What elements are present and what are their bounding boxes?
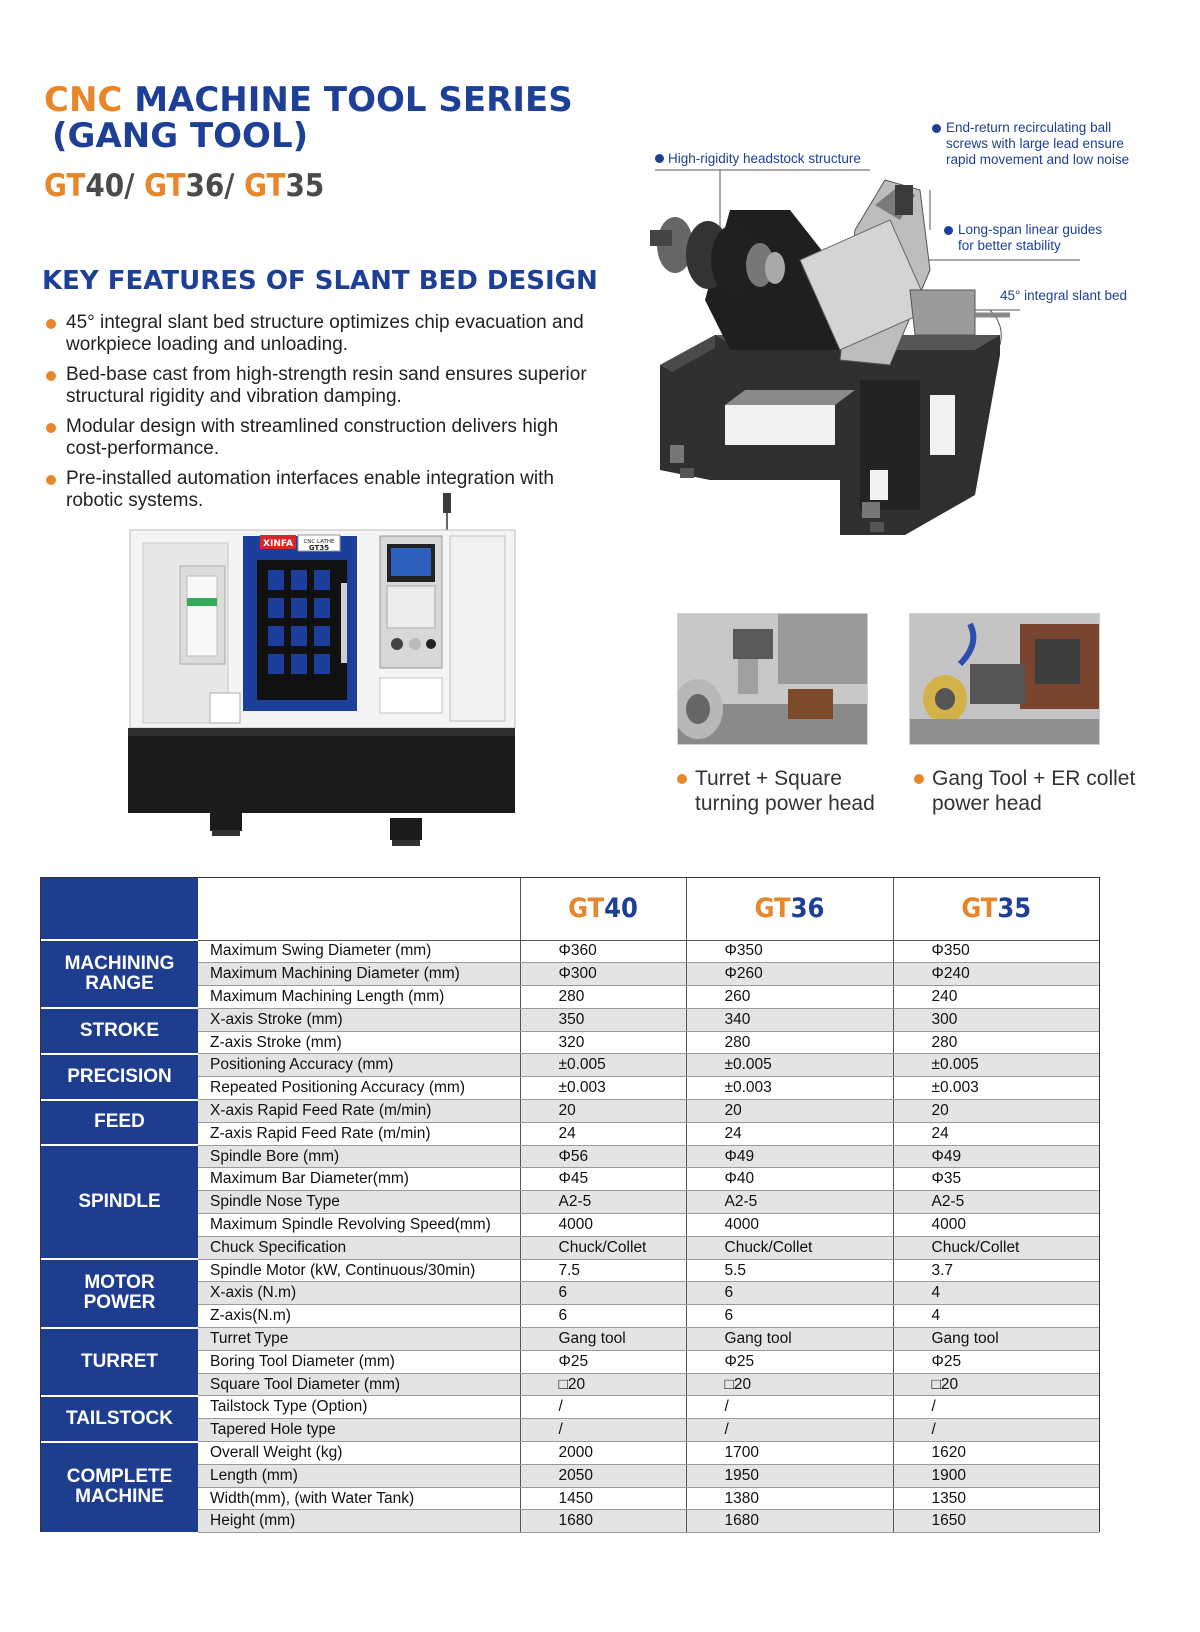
spec-row xyxy=(41,1259,1099,1282)
spec-value: ±0.005 xyxy=(893,1054,1099,1077)
title-accent: CNC xyxy=(44,80,123,120)
spec-value: 320 xyxy=(520,1031,686,1054)
turret-caption-text: Turret + Square turning power head xyxy=(695,767,875,815)
model-separator: / xyxy=(124,168,145,204)
spec-param: Overall Weight (kg) xyxy=(198,1442,520,1465)
feature-item: Modular design with streamlined construction delivers high cost-performance. xyxy=(44,416,604,460)
spec-value: Φ350 xyxy=(893,940,1099,963)
spec-value: 24 xyxy=(893,1122,1099,1145)
spec-value: Φ49 xyxy=(893,1145,1099,1168)
spec-param: Maximum Spindle Revolving Speed(mm) xyxy=(198,1214,520,1237)
spec-param: X-axis (N.m) xyxy=(198,1282,520,1305)
spec-row xyxy=(41,1464,1099,1487)
spec-value: Φ260 xyxy=(686,963,893,986)
feature-item: Pre-installed automation interfaces enable integration with robotic systems. xyxy=(44,468,604,512)
plate-line1: CNC LATHE xyxy=(303,539,335,545)
spec-row xyxy=(41,1510,1099,1533)
spec-param: Height (mm) xyxy=(198,1510,520,1533)
spec-value: 300 xyxy=(893,1008,1099,1031)
gang-tool-caption-text: Gang Tool + ER collet power head xyxy=(932,767,1136,815)
feature-item: Bed-base cast from high-strength resin sand ensures superior structural rigidity and vibration damping. xyxy=(44,364,604,408)
spec-param: Positioning Accuracy (mm) xyxy=(198,1054,520,1077)
spec-row xyxy=(41,1145,1099,1168)
gang-tool-photo xyxy=(909,613,1100,745)
spec-value: 1450 xyxy=(520,1487,686,1510)
spec-param: Tailstock Type (Option) xyxy=(198,1396,520,1419)
spec-value: 3.7 xyxy=(893,1259,1099,1282)
spec-value: ±0.003 xyxy=(893,1077,1099,1100)
spec-value: Φ49 xyxy=(686,1145,893,1168)
spec-value: Φ35 xyxy=(893,1168,1099,1191)
spec-param: Turret Type xyxy=(198,1328,520,1351)
spec-row xyxy=(41,1168,1099,1191)
spec-value: / xyxy=(893,1419,1099,1442)
spec-row xyxy=(41,1008,1099,1031)
spec-param: Repeated Positioning Accuracy (mm) xyxy=(198,1077,520,1100)
spec-param: Z-axis Rapid Feed Rate (m/min) xyxy=(198,1122,520,1145)
spec-value: 6 xyxy=(520,1305,686,1328)
spec-value: ±0.005 xyxy=(520,1054,686,1077)
spec-value: ±0.003 xyxy=(686,1077,893,1100)
machine-photo xyxy=(125,488,520,858)
spec-value: 6 xyxy=(686,1305,893,1328)
spec-value: 1700 xyxy=(686,1442,893,1465)
spec-value: 240 xyxy=(893,986,1099,1009)
spec-row xyxy=(41,1100,1099,1123)
spec-category: MACHINING RANGE xyxy=(41,940,198,1008)
plate-line2: GT35 xyxy=(308,544,330,552)
feature-item: 45° integral slant bed structure optimizes chip evacuation and workpiece loading and unloading. xyxy=(44,312,604,356)
callout-ballscrew-text: End-return recirculating ball screws with large lead ensure rapid movement and low noise xyxy=(946,120,1130,167)
spec-value: 20 xyxy=(893,1100,1099,1123)
page-subtitle: (GANG TOOL) xyxy=(52,116,309,156)
spec-value: Φ240 xyxy=(893,963,1099,986)
spec-param: X-axis Rapid Feed Rate (m/min) xyxy=(198,1100,520,1123)
callout-dot-icon xyxy=(655,154,664,163)
spec-value: 1380 xyxy=(686,1487,893,1510)
caption-bullet-icon xyxy=(677,774,687,784)
spec-value: 340 xyxy=(686,1008,893,1031)
spec-value: 2050 xyxy=(520,1464,686,1487)
spec-value: 2000 xyxy=(520,1442,686,1465)
spec-category: TAILSTOCK xyxy=(41,1396,198,1442)
spec-model-header xyxy=(686,878,893,940)
spec-value: Φ45 xyxy=(520,1168,686,1191)
callout-headstock xyxy=(655,151,861,167)
spec-row xyxy=(41,1214,1099,1237)
callout-guides-text: Long-span linear guides for better stability xyxy=(958,222,1103,253)
spec-value: 4 xyxy=(893,1305,1099,1328)
spec-value: 1350 xyxy=(893,1487,1099,1510)
spec-value: A2-5 xyxy=(686,1191,893,1214)
spec-value: 4 xyxy=(893,1282,1099,1305)
gang-tool-photo-image xyxy=(910,614,1099,744)
spec-value: ±0.005 xyxy=(686,1054,893,1077)
spec-value: / xyxy=(893,1396,1099,1419)
spec-value: A2-5 xyxy=(893,1191,1099,1214)
spec-param: Maximum Machining Diameter (mm) xyxy=(198,963,520,986)
spec-row xyxy=(41,1282,1099,1305)
spec-value: 6 xyxy=(520,1282,686,1305)
spec-param: Chuck Specification xyxy=(198,1236,520,1259)
spec-category: TURRET xyxy=(41,1328,198,1396)
model-number: 40 xyxy=(604,893,638,925)
model-number: 35 xyxy=(997,893,1032,925)
spec-param: Maximum Swing Diameter (mm) xyxy=(198,940,520,963)
spec-value: / xyxy=(686,1419,893,1442)
spec-param: Maximum Machining Length (mm) xyxy=(198,986,520,1009)
model-number: 40 xyxy=(85,168,125,204)
spec-value: / xyxy=(520,1419,686,1442)
model-separator: / xyxy=(224,168,245,204)
spec-value: Chuck/Collet xyxy=(893,1236,1099,1259)
spec-value: 24 xyxy=(520,1122,686,1145)
spec-param: Length (mm) xyxy=(198,1464,520,1487)
spec-value: Φ350 xyxy=(686,940,893,963)
spec-value: 1680 xyxy=(686,1510,893,1533)
model-number: 35 xyxy=(285,168,325,204)
slant-bed-illustration xyxy=(630,150,1103,550)
spec-row xyxy=(41,1373,1099,1396)
spec-value: 4000 xyxy=(686,1214,893,1237)
spec-value: / xyxy=(520,1396,686,1419)
spec-value: 24 xyxy=(686,1122,893,1145)
spec-row xyxy=(41,1054,1099,1077)
spec-row xyxy=(41,986,1099,1009)
spec-category: MOTOR POWER xyxy=(41,1259,198,1327)
spec-value: □20 xyxy=(686,1373,893,1396)
model-list xyxy=(44,168,324,204)
spec-value: Gang tool xyxy=(893,1328,1099,1351)
spec-table xyxy=(40,877,1100,1532)
spec-value: 7.5 xyxy=(520,1259,686,1282)
callout-headstock-text: High-rigidity headstock structure xyxy=(668,151,861,166)
turret-photo-image xyxy=(678,614,867,744)
spec-value: 1680 xyxy=(520,1510,686,1533)
spec-param: Spindle Bore (mm) xyxy=(198,1145,520,1168)
spec-param: Maximum Bar Diameter(mm) xyxy=(198,1168,520,1191)
spec-row xyxy=(41,1031,1099,1054)
caption-bullet-icon xyxy=(914,774,924,784)
spec-value: 280 xyxy=(893,1031,1099,1054)
spec-value: Gang tool xyxy=(686,1328,893,1351)
spec-param: Width(mm), (with Water Tank) xyxy=(198,1487,520,1510)
page-title xyxy=(44,80,573,120)
spec-row xyxy=(41,1419,1099,1442)
model-prefix: GT xyxy=(961,893,998,925)
spec-value: Φ300 xyxy=(520,963,686,986)
spec-row xyxy=(41,963,1099,986)
model-prefix: GT xyxy=(44,168,86,204)
turret-photo xyxy=(677,613,868,745)
spec-category: PRECISION xyxy=(41,1054,198,1100)
spec-param: Spindle Nose Type xyxy=(198,1191,520,1214)
turret-caption xyxy=(695,766,895,816)
spec-value: 280 xyxy=(686,1031,893,1054)
model-prefix: GT xyxy=(568,893,605,925)
spec-value: 1650 xyxy=(893,1510,1099,1533)
spec-value: Gang tool xyxy=(520,1328,686,1351)
model-number: 36 xyxy=(185,168,225,204)
spec-value: 4000 xyxy=(520,1214,686,1237)
spec-value: Φ360 xyxy=(520,940,686,963)
spec-category: FEED xyxy=(41,1100,198,1146)
spec-category: STROKE xyxy=(41,1008,198,1054)
spec-value: Φ40 xyxy=(686,1168,893,1191)
spec-value: 6 xyxy=(686,1282,893,1305)
gang-tool-caption xyxy=(932,766,1142,816)
spec-value: Chuck/Collet xyxy=(520,1236,686,1259)
callout-guides xyxy=(944,222,1118,254)
spec-value: 5.5 xyxy=(686,1259,893,1282)
spec-value: 1900 xyxy=(893,1464,1099,1487)
spec-param: Tapered Hole type xyxy=(198,1419,520,1442)
spec-row xyxy=(41,1442,1099,1465)
spec-value: Φ25 xyxy=(893,1350,1099,1373)
spec-param: Z-axis Stroke (mm) xyxy=(198,1031,520,1054)
spec-model-header xyxy=(520,878,686,940)
spec-row xyxy=(41,1122,1099,1145)
spec-category: SPINDLE xyxy=(41,1145,198,1259)
spec-value: A2-5 xyxy=(520,1191,686,1214)
spec-row xyxy=(41,1236,1099,1259)
spec-value: 260 xyxy=(686,986,893,1009)
spec-param-header xyxy=(198,878,520,940)
spec-value: Φ25 xyxy=(520,1350,686,1373)
title-rest: MACHINE TOOL SERIES xyxy=(122,80,573,120)
spec-value: ±0.003 xyxy=(520,1077,686,1100)
spec-row xyxy=(41,1487,1099,1510)
spec-value: Chuck/Collet xyxy=(686,1236,893,1259)
brand-logo: XINFA xyxy=(263,539,293,549)
spec-value: □20 xyxy=(893,1373,1099,1396)
spec-param: X-axis Stroke (mm) xyxy=(198,1008,520,1031)
spec-row xyxy=(41,1191,1099,1214)
spec-value: Φ56 xyxy=(520,1145,686,1168)
spec-value: / xyxy=(686,1396,893,1419)
model-number: 36 xyxy=(790,893,825,925)
spec-row xyxy=(41,1328,1099,1351)
spec-value: □20 xyxy=(520,1373,686,1396)
spec-row xyxy=(41,1077,1099,1100)
spec-param: Spindle Motor (kW, Continuous/30min) xyxy=(198,1259,520,1282)
model-prefix: GT xyxy=(754,893,791,925)
spec-param: Boring Tool Diameter (mm) xyxy=(198,1350,520,1373)
spec-value: 1620 xyxy=(893,1442,1099,1465)
spec-row xyxy=(41,1350,1099,1373)
spec-value: 1950 xyxy=(686,1464,893,1487)
spec-value: 20 xyxy=(686,1100,893,1123)
spec-header-row xyxy=(41,878,1099,940)
spec-row xyxy=(41,940,1099,963)
spec-value: Φ25 xyxy=(686,1350,893,1373)
model-prefix: GT xyxy=(244,168,286,204)
spec-row xyxy=(41,1305,1099,1328)
callout-dot-icon xyxy=(932,124,941,133)
spec-value: 350 xyxy=(520,1008,686,1031)
spec-param: Square Tool Diameter (mm) xyxy=(198,1373,520,1396)
features-title: KEY FEATURES OF SLANT BED DESIGN xyxy=(42,266,598,296)
spec-corner-cell xyxy=(41,878,198,940)
callout-dot-icon xyxy=(944,226,953,235)
model-prefix: GT xyxy=(144,168,186,204)
spec-category: COMPLETE MACHINE xyxy=(41,1442,198,1533)
callout-slant: 45° integral slant bed xyxy=(1000,288,1127,303)
spec-param: Z-axis(N.m) xyxy=(198,1305,520,1328)
callout-ballscrew xyxy=(932,120,1136,168)
spec-value: 20 xyxy=(520,1100,686,1123)
spec-row xyxy=(41,1396,1099,1419)
spec-model-header xyxy=(893,878,1099,940)
spec-value: 4000 xyxy=(893,1214,1099,1237)
spec-value: 280 xyxy=(520,986,686,1009)
